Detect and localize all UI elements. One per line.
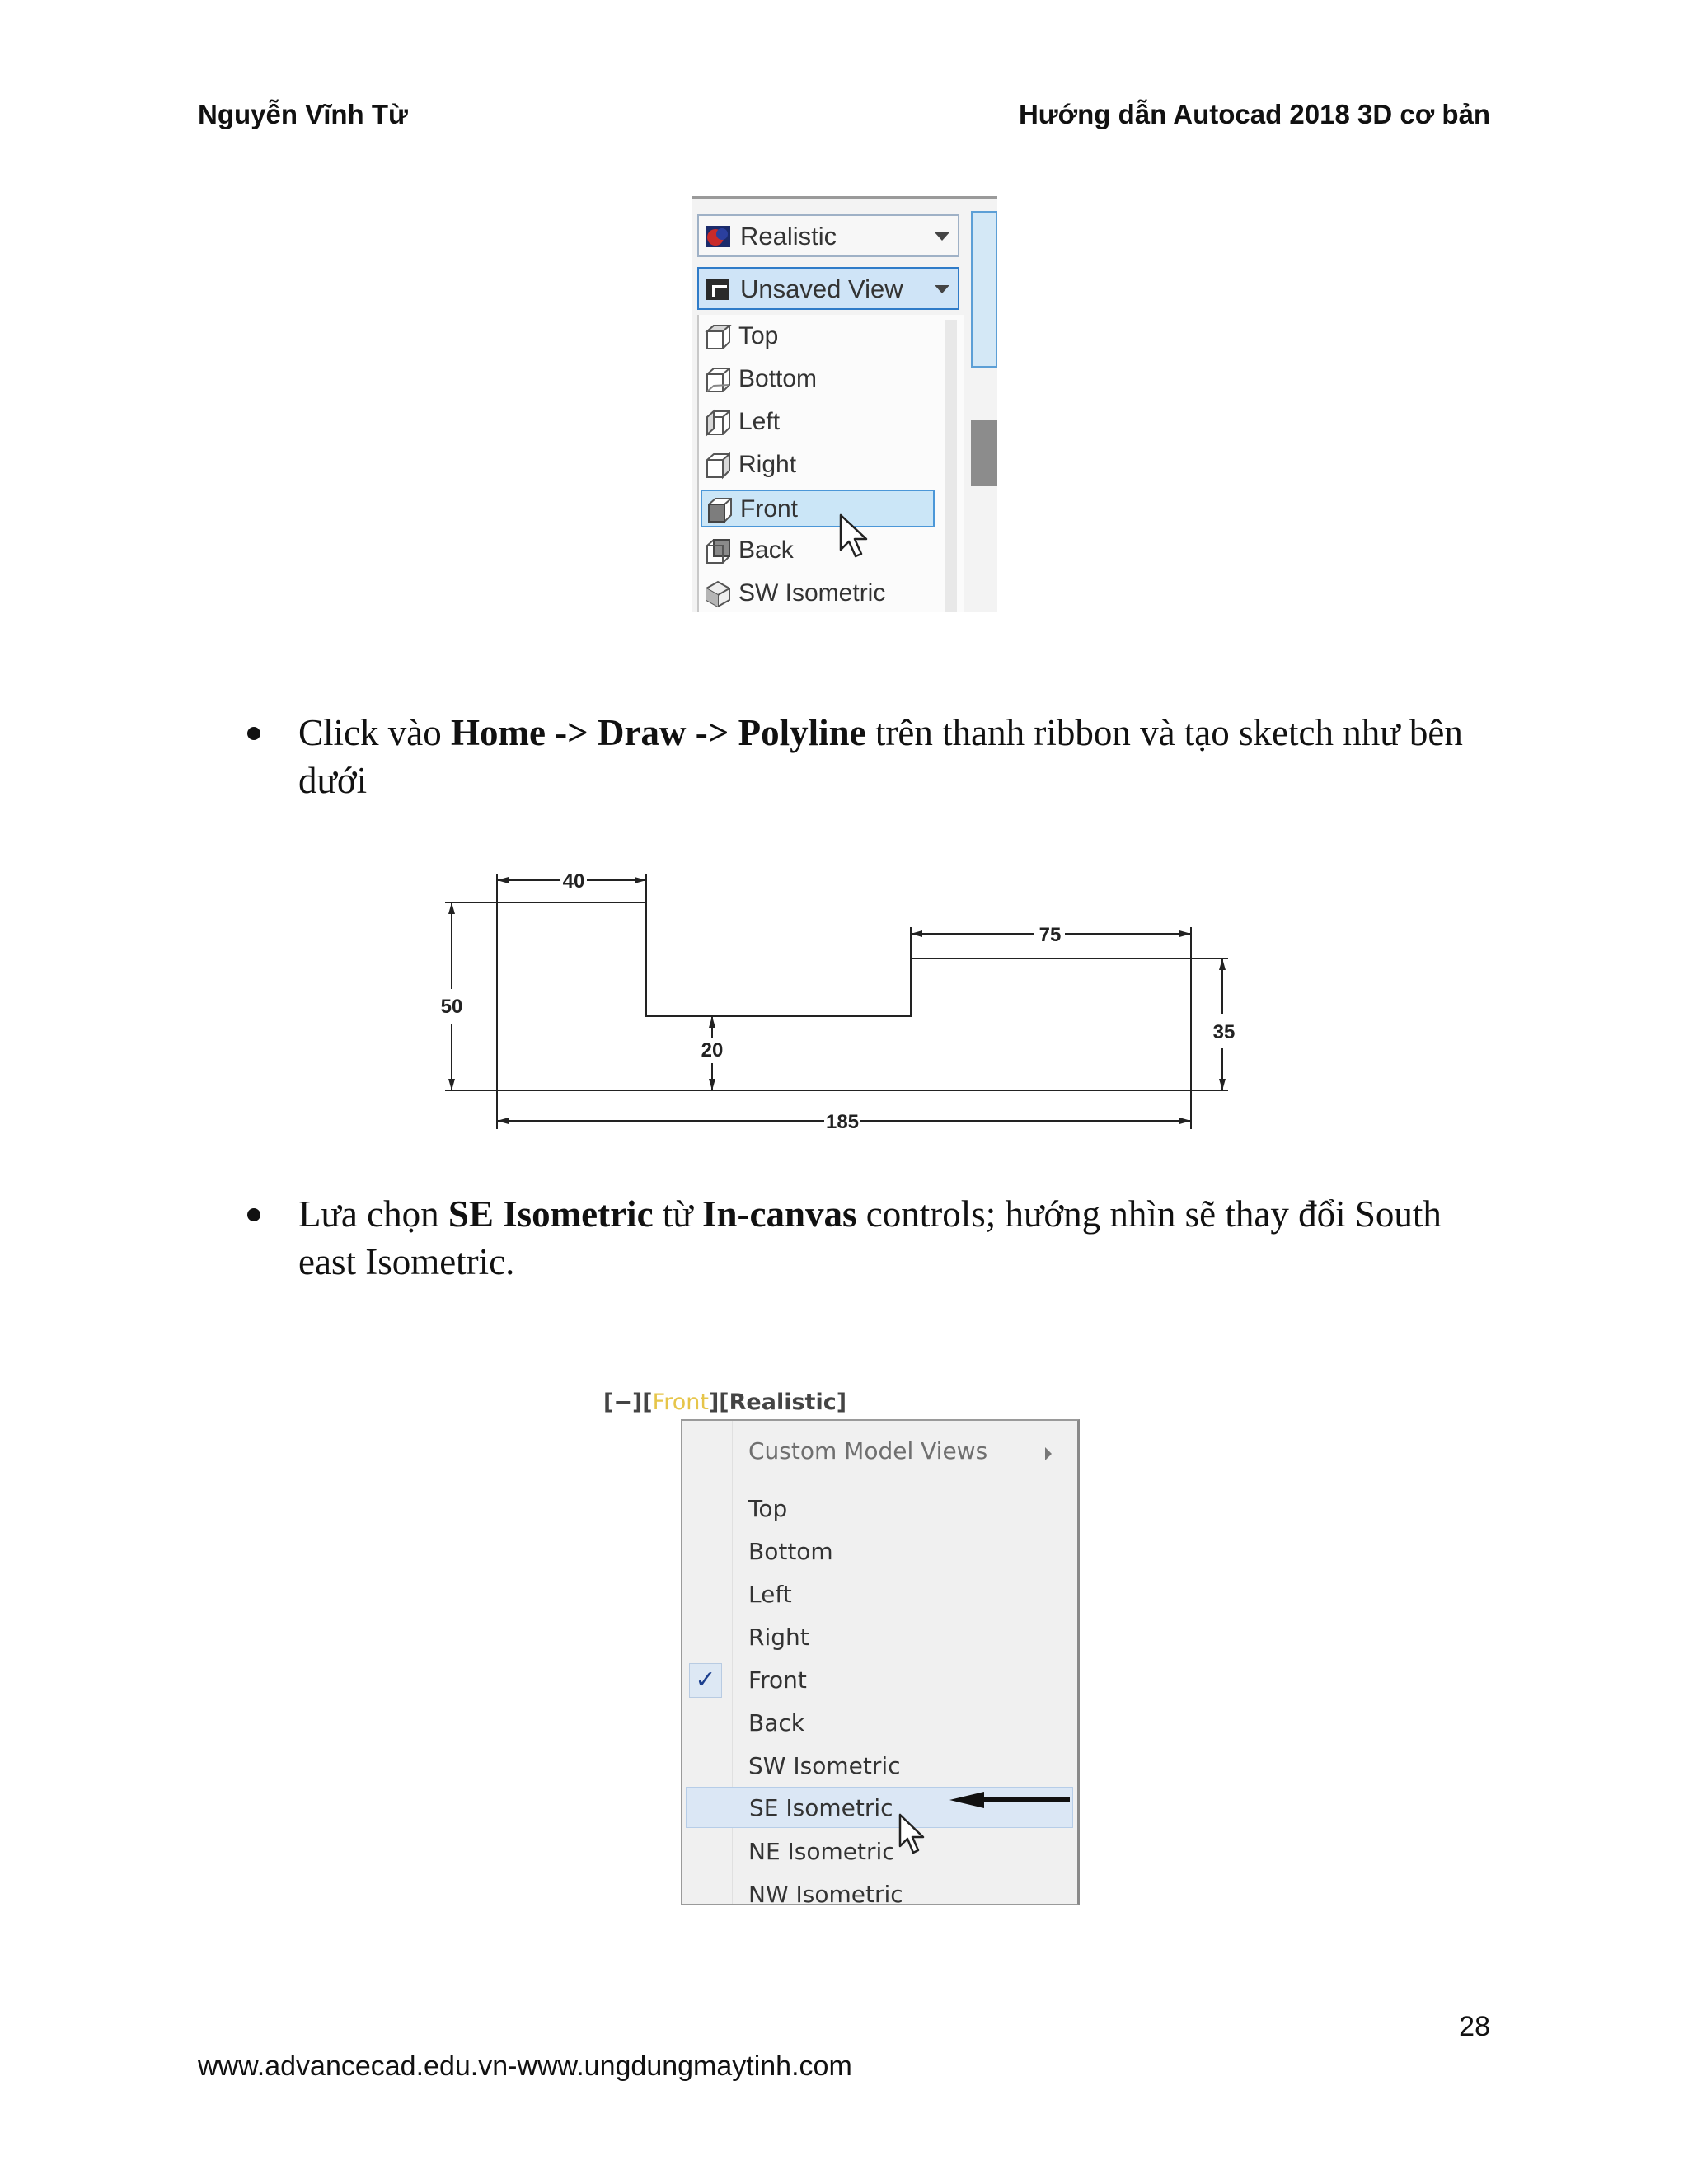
view-item-label: Top <box>738 322 779 349</box>
menu-item-front[interactable] <box>682 1660 1076 1701</box>
view-item-left[interactable] <box>701 404 935 442</box>
menu-item-label: Bottom <box>748 1538 833 1565</box>
menu-item-label: Top <box>748 1495 788 1522</box>
dim-label-20: 20 <box>701 1039 724 1062</box>
view-item-right[interactable] <box>701 447 935 485</box>
view-item-bottom[interactable] <box>701 361 935 399</box>
view-item-front[interactable] <box>701 490 935 527</box>
dim-label-50: 50 <box>440 996 463 1018</box>
mouse-cursor-icon <box>839 513 872 561</box>
text-span: Click vào <box>298 712 451 753</box>
menu-item-label: Custom Model Views <box>748 1437 988 1465</box>
view-item-label: Back <box>738 537 794 564</box>
view-item-sw-isometric[interactable] <box>701 575 935 612</box>
visual-style-combo[interactable] <box>697 214 959 257</box>
header-title: Hướng dẫn Autocad 2018 3D cơ bản <box>1018 99 1490 129</box>
dim-label-40: 40 <box>562 870 585 893</box>
text-span: controls; hướng nhìn sẽ thay đổi South east Isometric. <box>298 1193 1442 1282</box>
cube-left-icon <box>704 409 732 437</box>
cube-front-icon <box>706 496 734 524</box>
view-item-label: SW Isometric <box>738 579 886 607</box>
view-item-label: Right <box>738 451 797 478</box>
scrollbar[interactable] <box>945 320 957 612</box>
dim-label-75: 75 <box>1039 924 1062 946</box>
menu-item-nw-isometric[interactable] <box>682 1874 1076 1915</box>
view-icon <box>704 275 732 303</box>
menu-item-label: SW Isometric <box>748 1752 901 1779</box>
cube-bottom-icon <box>704 366 732 394</box>
cube-top-icon <box>704 323 732 351</box>
header-author: Nguyễn Vĩnh Từ <box>198 99 408 129</box>
text-span: từ <box>653 1193 702 1235</box>
submenu-arrow-icon <box>1045 1447 1052 1460</box>
checkmark-icon: ✓ <box>689 1663 722 1698</box>
bullet-text <box>298 1190 1502 1286</box>
current-view-label: Unsaved View <box>740 274 903 303</box>
bold-term: In-canvas <box>701 1193 857 1235</box>
ribbon-panel-edge <box>971 211 997 368</box>
bold-command: Home -> Draw -> Polyline <box>450 712 866 753</box>
view-dropdown-screenshot <box>692 196 997 612</box>
menu-item-bottom[interactable] <box>682 1531 1076 1572</box>
view-item-back[interactable] <box>701 532 935 570</box>
sketch-profile <box>497 902 1191 1090</box>
chevron-down-icon <box>935 232 950 241</box>
visual-style-label: Realistic <box>740 222 837 251</box>
ribbon-gray-block <box>971 420 997 486</box>
view-item-label: Left <box>738 408 781 435</box>
menu-item-label: Front <box>748 1666 807 1694</box>
cube-right-icon <box>704 452 732 480</box>
realistic-style-icon <box>704 223 732 251</box>
isometric-icon <box>704 580 732 608</box>
menu-item-label: NE Isometric <box>748 1838 895 1865</box>
pointer-arrow-icon <box>948 1790 1071 1810</box>
text-span: Lưa chọn <box>298 1193 448 1235</box>
menu-item-right[interactable] <box>682 1617 1076 1658</box>
menu-item-back[interactable] <box>682 1703 1076 1744</box>
menu-item-sw-isometric[interactable] <box>682 1746 1076 1787</box>
mouse-cursor-icon <box>898 1813 928 1858</box>
menu-item-custom-model-views[interactable] <box>682 1431 1076 1472</box>
bold-term: SE Isometric <box>448 1193 654 1235</box>
view-item-top[interactable] <box>701 318 935 356</box>
page-number: 28 <box>1459 2011 1490 2042</box>
bullet-text <box>298 709 1502 804</box>
label-part: [−][ <box>603 1390 653 1415</box>
menu-item-label: SE Isometric <box>749 1794 893 1821</box>
view-combo[interactable] <box>697 267 959 310</box>
view-context-menu <box>681 1419 1080 1908</box>
viewport-menu-screenshot <box>593 1375 1088 1910</box>
dim-label-185: 185 <box>825 1111 860 1133</box>
menu-item-left[interactable] <box>682 1574 1076 1615</box>
view-list <box>697 315 964 612</box>
bullet-dot <box>247 1208 260 1221</box>
label-view: Front <box>652 1390 709 1415</box>
chevron-down-icon <box>935 285 950 293</box>
menu-item-label: Left <box>748 1581 792 1608</box>
menu-item-ne-isometric[interactable] <box>682 1831 1076 1872</box>
menu-item-label: NW Isometric <box>748 1881 903 1908</box>
polyline-sketch <box>412 841 1253 1154</box>
view-item-label: Bottom <box>738 365 818 392</box>
menu-item-label: Back <box>748 1709 804 1736</box>
bullet-dot <box>247 727 260 740</box>
footer-url: www.advancecad.edu.vn-www.ungdungmaytinh.com <box>198 2050 852 2082</box>
dim-label-35: 35 <box>1212 1021 1236 1043</box>
menu-item-label: Right <box>748 1624 809 1651</box>
text-span: trên thanh ribbon và tạo sketch như bên dưới <box>298 712 1463 801</box>
cube-back-icon <box>704 537 732 565</box>
menu-item-top[interactable] <box>682 1488 1076 1530</box>
view-item-label: Front <box>740 495 799 523</box>
viewport-control-label[interactable] <box>603 1390 846 1415</box>
label-part: ][Realistic] <box>708 1390 847 1415</box>
ribbon-edge <box>692 196 997 199</box>
